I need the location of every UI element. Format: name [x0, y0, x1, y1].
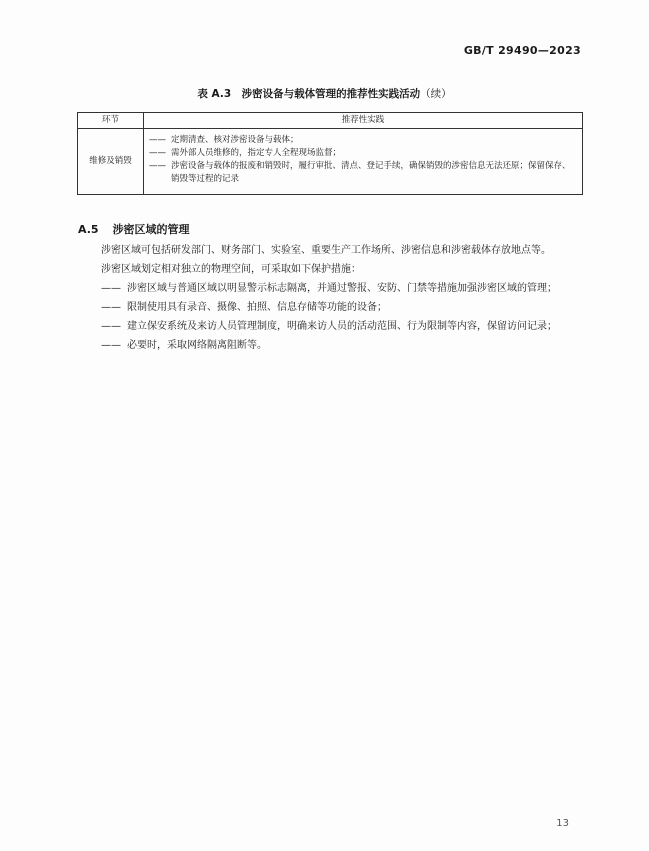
dash-marker: ——	[101, 283, 121, 294]
table-title-text: 表 A.3 涉密设备与载体管理的推荐性实践活动	[197, 88, 421, 100]
page-number: 13	[556, 818, 569, 829]
measure-item	[101, 336, 584, 355]
table-cell-link: 维修及销毁	[78, 129, 144, 195]
practice-item	[149, 134, 577, 147]
practice-item-text: 涉密设备与载体的报废和销毁时，履行审批、清点、登记手续，确保销毁的涉密信息无法还原；保留保存、销毁等过程的记录	[171, 161, 571, 184]
measure-text: 限制使用具有录音、摄像、拍照、信息存储等功能的设备；	[127, 302, 387, 313]
section-heading	[78, 221, 190, 237]
practice-table	[77, 112, 583, 195]
table-header-row	[78, 113, 583, 129]
dash-marker: ——	[101, 340, 121, 351]
practice-item-text: 定期清查、核对涉密设备与载体；	[171, 135, 299, 145]
dash-marker: ——	[101, 302, 121, 313]
paragraph: 涉密区域划定相对独立的物理空间，可采取如下保护措施：	[101, 264, 361, 275]
practice-item-text: 需外部人员维修的，指定专人全程现场监督；	[171, 148, 342, 158]
paragraph: 涉密区域可包括研发部门、财务部门、实验室、重要生产工作场所、涉密信息和涉密载体存放地点等。	[101, 245, 551, 256]
dash-marker: ——	[101, 321, 121, 332]
measure-item	[101, 317, 584, 336]
measure-text: 涉密区域与普通区域以明显警示标志隔离，并通过警报、安防、门禁等措施加强涉密区域的管理；	[127, 283, 557, 294]
section-title: 涉密区域的管理	[112, 223, 190, 236]
practice-item	[149, 160, 577, 186]
table-title	[0, 86, 649, 101]
dash-marker: ——	[149, 161, 166, 171]
table-title-suffix: （续）	[420, 88, 452, 100]
table-header-link: 环节	[78, 113, 144, 129]
dash-marker: ——	[149, 148, 166, 158]
table-header-practice: 推荐性实践	[144, 113, 583, 129]
measure-item	[101, 298, 584, 317]
section-number: A.5	[78, 223, 99, 236]
dash-marker: ——	[149, 135, 166, 145]
practice-item	[149, 147, 577, 160]
table-cell-practices	[144, 129, 583, 195]
measure-item	[101, 279, 584, 298]
measure-text: 建立保安系统及来访人员管理制度，明确来访人员的活动范围、行为限制等内容，保留访问记录；	[127, 321, 557, 332]
standard-number: GB/T 29490—2023	[463, 44, 581, 57]
measure-text: 必要时，采取网络隔离阻断等。	[127, 340, 267, 351]
section-body	[78, 241, 584, 355]
table-row	[78, 129, 583, 195]
